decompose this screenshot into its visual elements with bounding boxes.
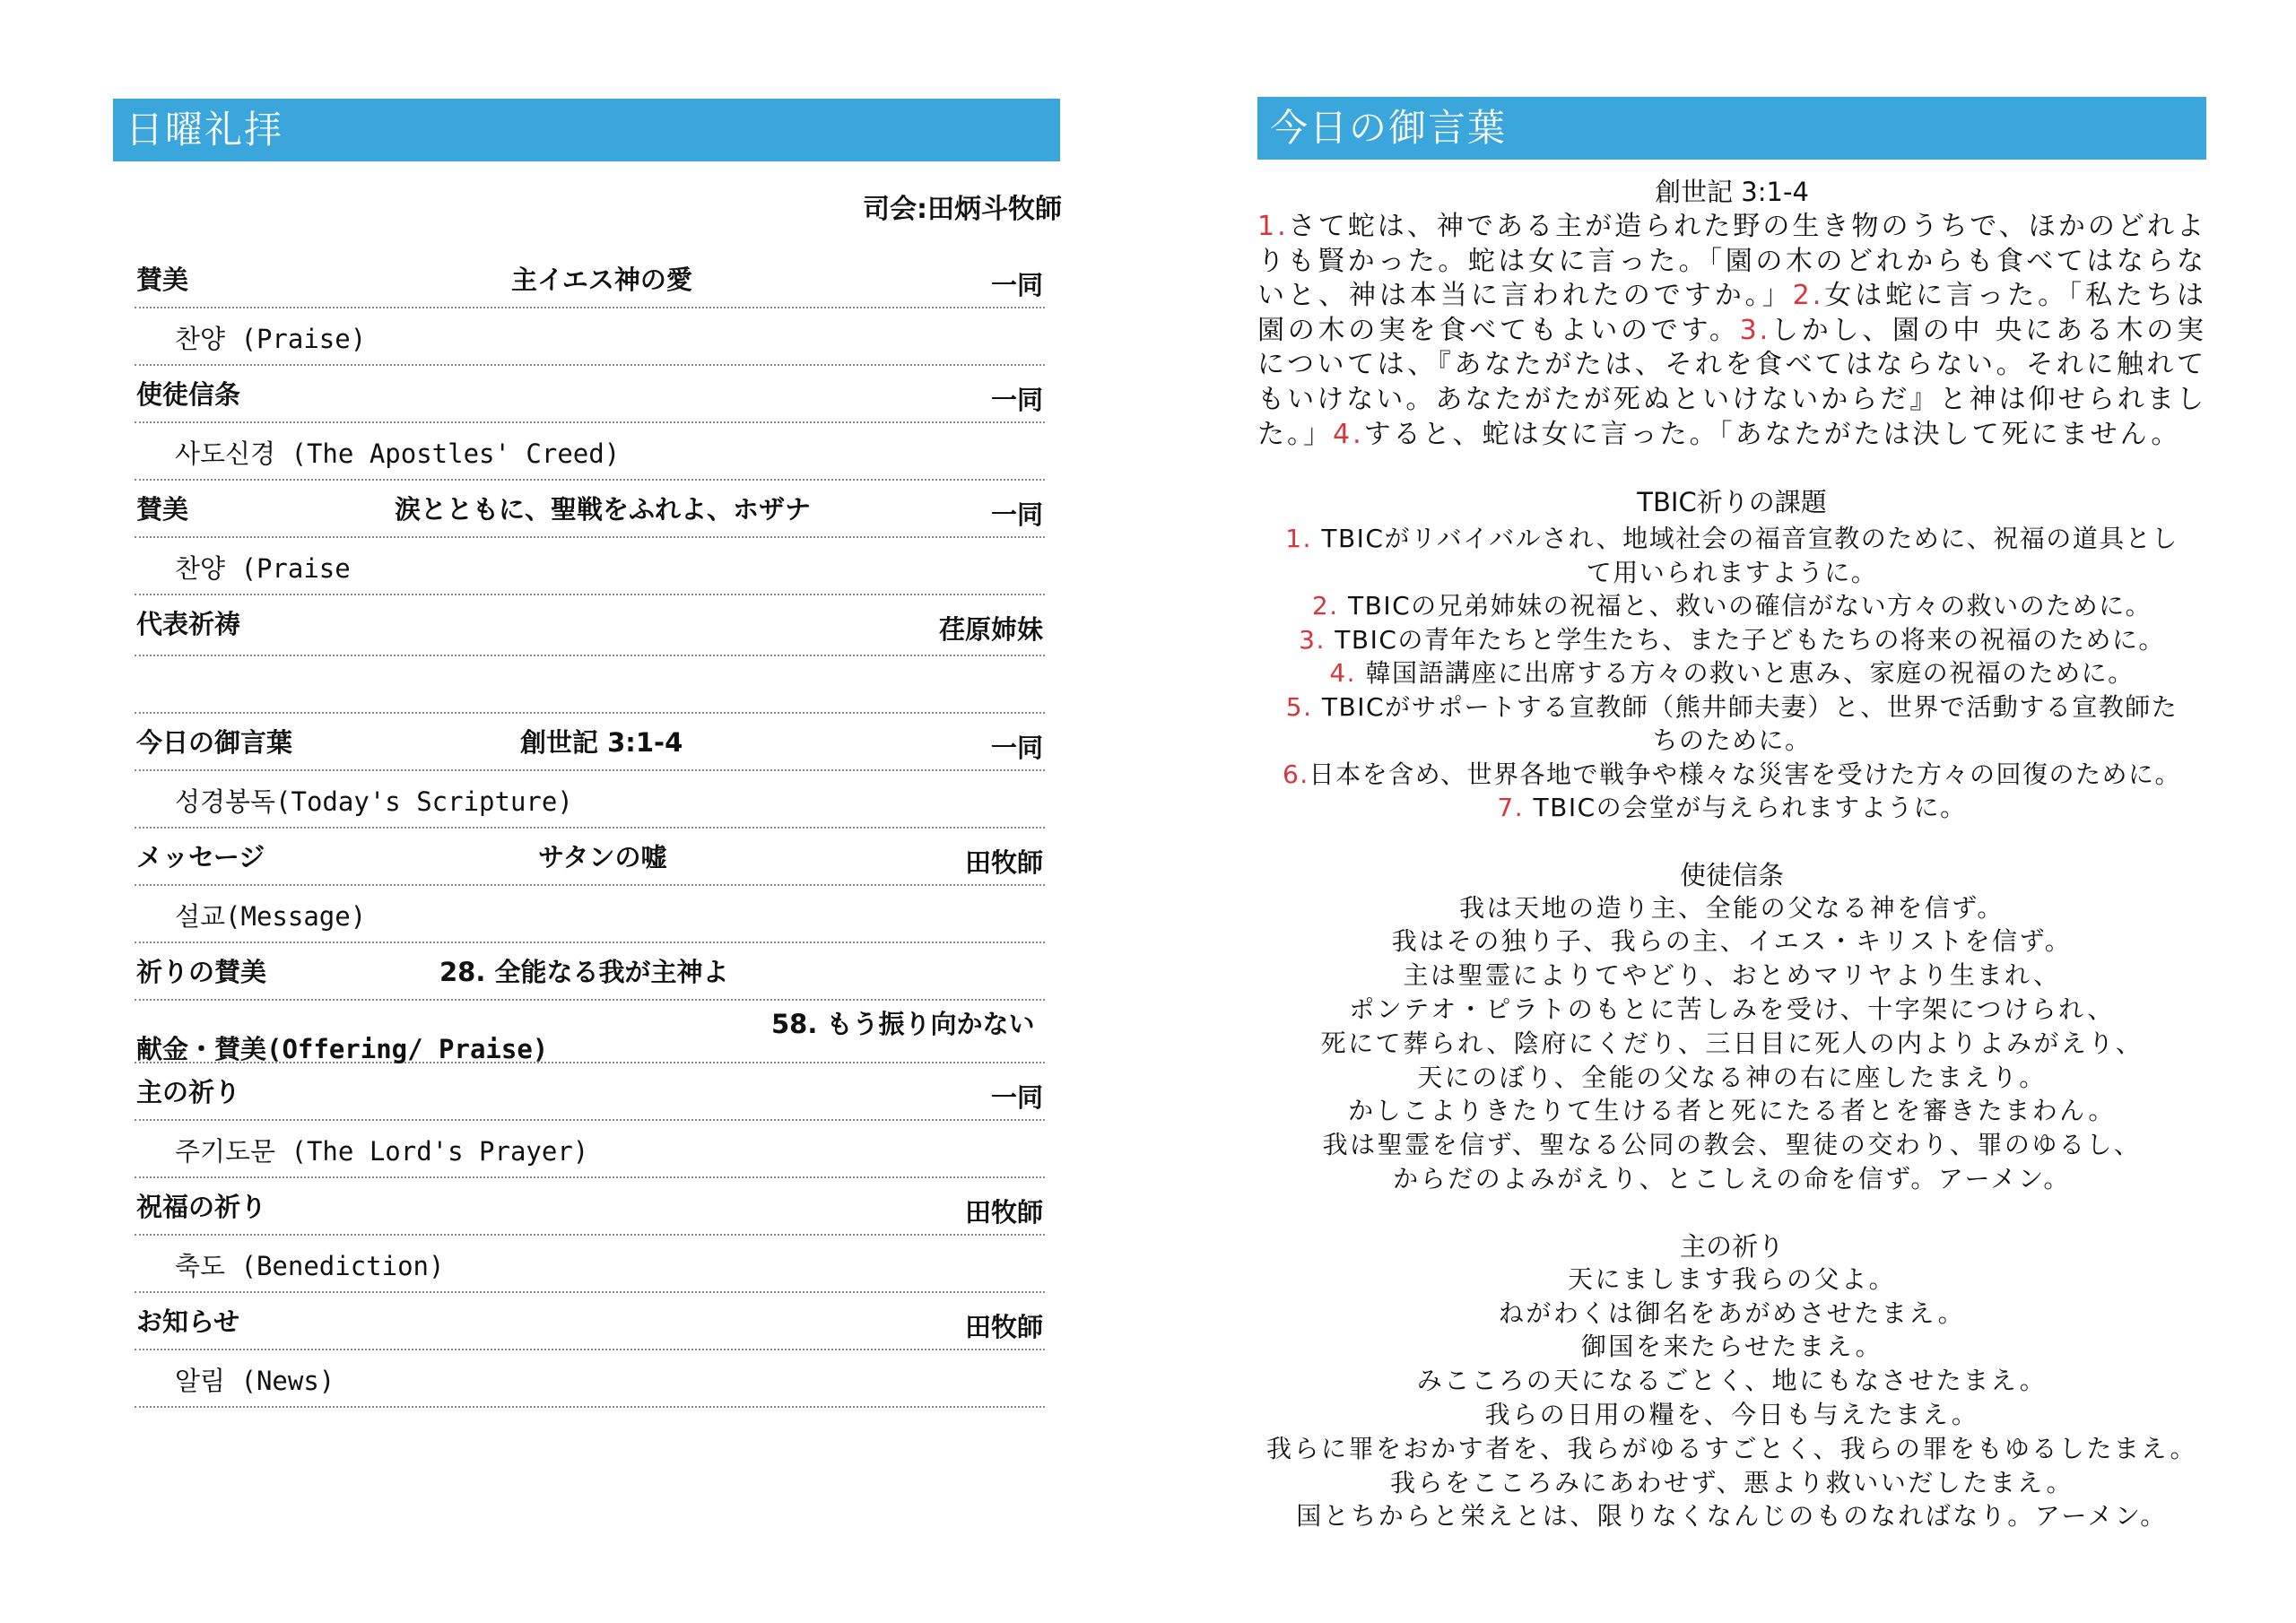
program-subrow <box>135 1350 1045 1408</box>
program-subrow <box>135 1121 1045 1178</box>
right-content <box>1257 176 2206 1533</box>
scripture-text <box>1257 210 2206 452</box>
program-row-news <box>135 1293 1045 1350</box>
program-label: 祝福の祈り <box>136 1192 267 1222</box>
program-row-prayer-hymn <box>135 943 1045 1001</box>
lords-prayer-line: 我らに罪をおかす者を、我らがゆるすごとく、我らの罪をもゆるしたまえ。 <box>1265 1433 2198 1463</box>
program-subrow <box>135 1236 1045 1293</box>
prayer-number: 7. <box>1497 793 1525 823</box>
program-row-scripture <box>135 714 1045 771</box>
prayer-number: 2. <box>1311 591 1339 621</box>
prayer-number: 1. <box>1285 524 1312 554</box>
program-row-praise-1 <box>135 251 1045 308</box>
creed-line: 天にのぼり、全能の父なる神の右に座したまえり。 <box>1417 1062 2047 1092</box>
program-sub-label: 성경봉독(Today's Scripture) <box>175 786 573 817</box>
apostles-creed-text <box>1257 891 2206 1196</box>
prayer-text: TBICの青年たちと学生たち、また子どもたちの将来の祝福のために。 <box>1335 624 2165 655</box>
program-row-creed <box>135 366 1045 423</box>
lords-prayer-line: 国とちからと栄えとは、限りなくなんじのものなればなり。アーメン。 <box>1296 1501 2168 1532</box>
program-leader: 一同 <box>990 270 1043 300</box>
prayer-topic <box>1257 758 2206 792</box>
prayer-topic <box>1257 522 2206 556</box>
apostles-creed-title: 使徒信条 <box>1679 859 1784 890</box>
creed-line: 我は聖霊を信ず、聖なる公同の教会、聖徒の交わり、罪のゆるし、 <box>1322 1130 2142 1160</box>
prayer-topic <box>1257 623 2206 657</box>
prayer-text: て用いられますように。 <box>1586 557 1878 587</box>
prayer-topic <box>1257 690 2206 725</box>
program-subrow <box>135 771 1045 829</box>
lords-prayer-line: 我らをこころみにあわせず、悪より救いいだしたまえ。 <box>1390 1467 2074 1497</box>
presider: 司会:田炳斗牧師 <box>863 194 1062 225</box>
program-leader: 田牧師 <box>964 1312 1043 1342</box>
prayer-topic <box>1257 589 2206 623</box>
prayer-text: 韓国語講座に出席する方々の救いと恵み、家庭の祝福のために。 <box>1365 658 2135 689</box>
lords-prayer-line: 我らの日用の糧を、今日も与えたまえ。 <box>1484 1400 1979 1430</box>
program-label: 代表祈祷 <box>136 609 241 639</box>
prayer-number: 5. <box>1285 691 1313 722</box>
spacer <box>1257 825 2206 859</box>
program-subrow <box>135 423 1045 481</box>
program-row-message <box>135 829 1045 886</box>
program-row-lords-prayer <box>135 1063 1045 1121</box>
right-page <box>1148 0 2296 1623</box>
prayer-text: TBICがリバイバルされ、地域社会の福音宣教のために、祝福の道具とし <box>1321 524 2179 554</box>
program-leader: 一同 <box>990 499 1043 530</box>
lords-prayer-title: 主の祈り <box>1679 1230 1784 1262</box>
lords-prayer-line: 天にまします我らの父よ。 <box>1567 1263 1896 1294</box>
program-row-representative-prayer <box>135 595 1045 656</box>
verse-number: 3. <box>1739 314 1771 346</box>
program-sub-label: 주기도문 (The Lord's Prayer) <box>175 1136 589 1167</box>
program-label: 主の祈り <box>136 1077 241 1107</box>
program-label: 賛美 <box>136 494 189 525</box>
prayer-topic <box>1257 656 2206 690</box>
program-title: 主イエス神の愛 <box>511 265 692 295</box>
prayer-topic-continued <box>1257 556 2206 590</box>
creed-line: 我はその独り子、我らの主、イエス・キリストを信ず。 <box>1391 926 2073 957</box>
program-leader: 一同 <box>990 385 1043 415</box>
lords-prayer-line: みこころの天になるごとく、地にもなさせたまえ。 <box>1416 1366 2048 1396</box>
program-sub-label: 알림 (News) <box>175 1366 335 1396</box>
program-label: 賛美 <box>136 265 189 295</box>
program-sub-label: 설교(Message) <box>175 901 367 932</box>
prayer-topic <box>1257 791 2206 825</box>
program-title: 創世記 3:1-4 <box>520 727 683 758</box>
program-subrow <box>135 886 1045 943</box>
creed-line: 主は聖霊によりてやどり、おとめマリヤより生まれ、 <box>1403 960 2061 991</box>
program-label: メッセージ <box>136 842 265 872</box>
program-leader: 田牧師 <box>964 1197 1043 1228</box>
verse-text: しかし、園の中 央にある木の実については、『あなたがたは、それを食べてはならない。それに触れてもいけない。あなたがたが死ぬといけないからだ』と神は仰せられました。」 <box>1257 314 2206 450</box>
program-title: 58. もう振り向かない <box>771 1009 1035 1039</box>
creed-line: からだのよみがえり、とこしえの命を信ず。アーメン。 <box>1393 1164 2071 1194</box>
lords-prayer-text <box>1257 1263 2206 1533</box>
prayer-text: ちのために。 <box>1652 725 1812 756</box>
prayer-number: 3. <box>1299 624 1326 655</box>
verse-text: すると、蛇は女に言った。「あなたがたは決して死にません。 <box>1363 418 2181 450</box>
creed-line: 我は天地の造り主、全能の父なる神を信ず。 <box>1459 892 2005 923</box>
sunday-worship-header: 日曜礼拝 <box>113 99 1060 161</box>
lords-prayer-line: 御国を来たらせたまえ。 <box>1580 1332 1883 1362</box>
todays-word-header: 今日の御言葉 <box>1257 97 2206 160</box>
program-subrow <box>135 538 1045 595</box>
program-label: お知らせ <box>136 1306 240 1337</box>
prayer-topics-title: TBIC祈りの課題 <box>1637 487 1827 518</box>
creed-line: ポンテオ・ピラトのもとに苦しみを受け、十字架につけられ、 <box>1349 994 2115 1025</box>
program-label: 献金・賛美(Offering/ Praise) <box>136 1034 549 1064</box>
program-subrow <box>135 308 1045 366</box>
program-label: 使徒信条 <box>136 379 241 410</box>
program-row-benediction <box>135 1178 1045 1236</box>
program-label: 今日の御言葉 <box>136 727 293 758</box>
prayer-topic-continued <box>1257 724 2206 758</box>
program-title: 涙とともに、聖戦をふれよ、ホザナ <box>395 494 812 525</box>
program-sub-label: 찬양 (Praise) <box>175 324 367 354</box>
verse-text: 女は蛇に言った。「私たちは園の木の実を食べてもよいのです。 <box>1257 280 2207 346</box>
spacer <box>1257 452 2206 486</box>
prayer-topics-list <box>1257 522 2206 825</box>
program-row-offering <box>135 1001 1045 1063</box>
prayer-text: TBICの兄弟姉妹の祝福と、救いの確信がない方々の救いのために。 <box>1348 591 2152 621</box>
creed-line: 死にて葬られ、陰府にくだり、三日目に死人の内よりよみがえり、 <box>1320 1028 2144 1058</box>
program-sub-label: 사도신경 (The Apostles' Creed) <box>175 438 621 469</box>
program-title: サタンの嘘 <box>538 842 667 872</box>
program-label: 祈りの賛美 <box>136 957 267 987</box>
prayer-text: TBICの会堂が与えられますように。 <box>1533 793 1967 823</box>
worship-program <box>135 251 1045 1408</box>
program-leader: 荏原姉妹 <box>938 614 1043 645</box>
spacer <box>1257 1196 2206 1230</box>
program-subrow-empty <box>135 656 1045 714</box>
verse-text: さて蛇は、神である主が造られた野の生き物のうちで、ほかのどれよりも賢かった。蛇は女に言った。「園の木のどれからも食べてはならないと、神は本当に言われたのですか。」 <box>1257 211 2206 312</box>
verse-number: 1. <box>1257 211 1289 242</box>
program-row-praise-2 <box>135 481 1045 538</box>
prayer-number: 4. <box>1329 658 1357 689</box>
scripture-reference: 創世記 3:1-4 <box>1655 177 1809 207</box>
program-sub-label: 찬양 (Praise <box>175 553 351 584</box>
program-leader: 一同 <box>990 733 1043 763</box>
creed-line: かしこよりきたりて生ける者と死にたる者とを審きたまわん。 <box>1348 1096 2116 1126</box>
prayer-text: TBICがサポートする宣教師（熊井師夫妻）と、世界で活動する宣教師た <box>1321 691 2179 722</box>
verse-number: 2. <box>1792 280 1824 312</box>
prayer-text: 日本を含め、世界各地で戦争や様々な災害を受けた方々の回復のために。 <box>1309 759 2182 789</box>
program-sub-label: 축도 (Benediction) <box>175 1251 445 1281</box>
verse-number: 4. <box>1333 418 1364 450</box>
program-title: 28. 全能なる我が主神よ <box>439 957 729 987</box>
prayer-number: 6. <box>1282 759 1309 789</box>
program-leader: 田牧師 <box>964 847 1043 878</box>
program-leader: 一同 <box>990 1082 1043 1113</box>
lords-prayer-line: ねがわくは御名をあがめさせたまえ。 <box>1498 1298 1966 1328</box>
